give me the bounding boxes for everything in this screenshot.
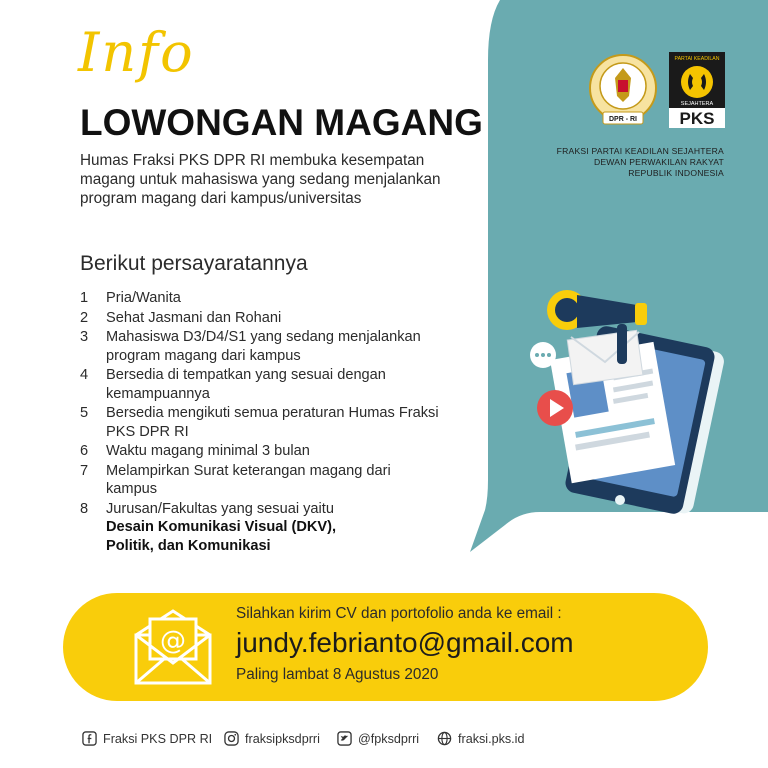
dpr-label: DPR - RI — [609, 116, 637, 123]
footer-instagram[interactable]: fraksipksdprri — [224, 731, 320, 746]
at-symbol: @ — [160, 626, 186, 656]
list-item: 5 Bersedia mengikuti semua peraturan Humas Fraksi PKS DPR RI — [80, 405, 439, 440]
globe-icon — [437, 731, 452, 746]
major-politik: Politik, dan Komunikasi — [106, 537, 271, 554]
footer-website[interactable]: fraksi.pks.id — [437, 731, 525, 746]
pks-logo-text: PKS — [679, 109, 715, 128]
pks-logo-mid-text: SEJAHTERA — [680, 101, 714, 107]
list-item: 3 Mahasiswa D3/D4/S1 yang sedang menjalankan program magang dari kampus — [80, 329, 421, 364]
deadline-text: Paling lambat 8 Agustus 2020 — [236, 666, 439, 683]
twitter-icon — [337, 731, 352, 746]
list-item: 1 Pria/Wanita — [80, 290, 181, 306]
cta-instruction: Silahkan kirim CV dan portofolio anda ke email : — [236, 605, 562, 622]
organization-name: FRAKSI PARTAI KEADILAN SEJAHTERA DEWAN PERWAKILAN RAKYAT REPUBLIK INDONESIA — [556, 146, 724, 178]
footer-twitter[interactable]: @fpksdprri — [337, 731, 419, 746]
major-dkv: Desain Komunikasi Visual (DKV), — [106, 519, 337, 535]
facebook-icon — [82, 731, 97, 746]
email-envelope-icon — [130, 607, 216, 687]
info-script-title: Info — [78, 21, 195, 84]
footer-facebook[interactable]: Fraksi PKS DPR RI — [82, 731, 212, 746]
page-title: LOWONGAN MAGANG — [80, 102, 483, 143]
list-item: 4 Bersedia di tempatkan yang sesuai dengan kemampuannya — [80, 367, 386, 402]
dpr-ri-emblem — [585, 52, 661, 128]
list-item: 8 Jurusan/Fakultas yang sesuai yaitu Desain Komunikasi Visual (DKV), Politik, dan Komunikasi — [80, 500, 337, 554]
pks-logo-top-text: PARTAI KEADILAN — [674, 56, 720, 62]
instagram-icon — [224, 731, 239, 746]
list-item: 6 Waktu magang minimal 3 bulan — [80, 443, 310, 459]
list-item: 2 Sehat Jasmani dan Rohani — [80, 309, 282, 326]
megaphone-tablet-illustration — [525, 280, 735, 515]
requirements-heading: Berikut persayaratannya — [80, 252, 308, 275]
list-item: 7 Melampirkan Surat keterangan magang dari kampus — [80, 462, 391, 497]
contact-email[interactable]: jundy.febrianto@gmail.com — [236, 627, 574, 658]
intro-text: Humas Fraksi PKS DPR RI membuka kesempatan magang untuk mahasiswa yang sedang menjalankan program magang dari kampus/universitas — [80, 152, 441, 207]
pks-logo — [669, 52, 725, 128]
requirements-list — [80, 289, 440, 556]
